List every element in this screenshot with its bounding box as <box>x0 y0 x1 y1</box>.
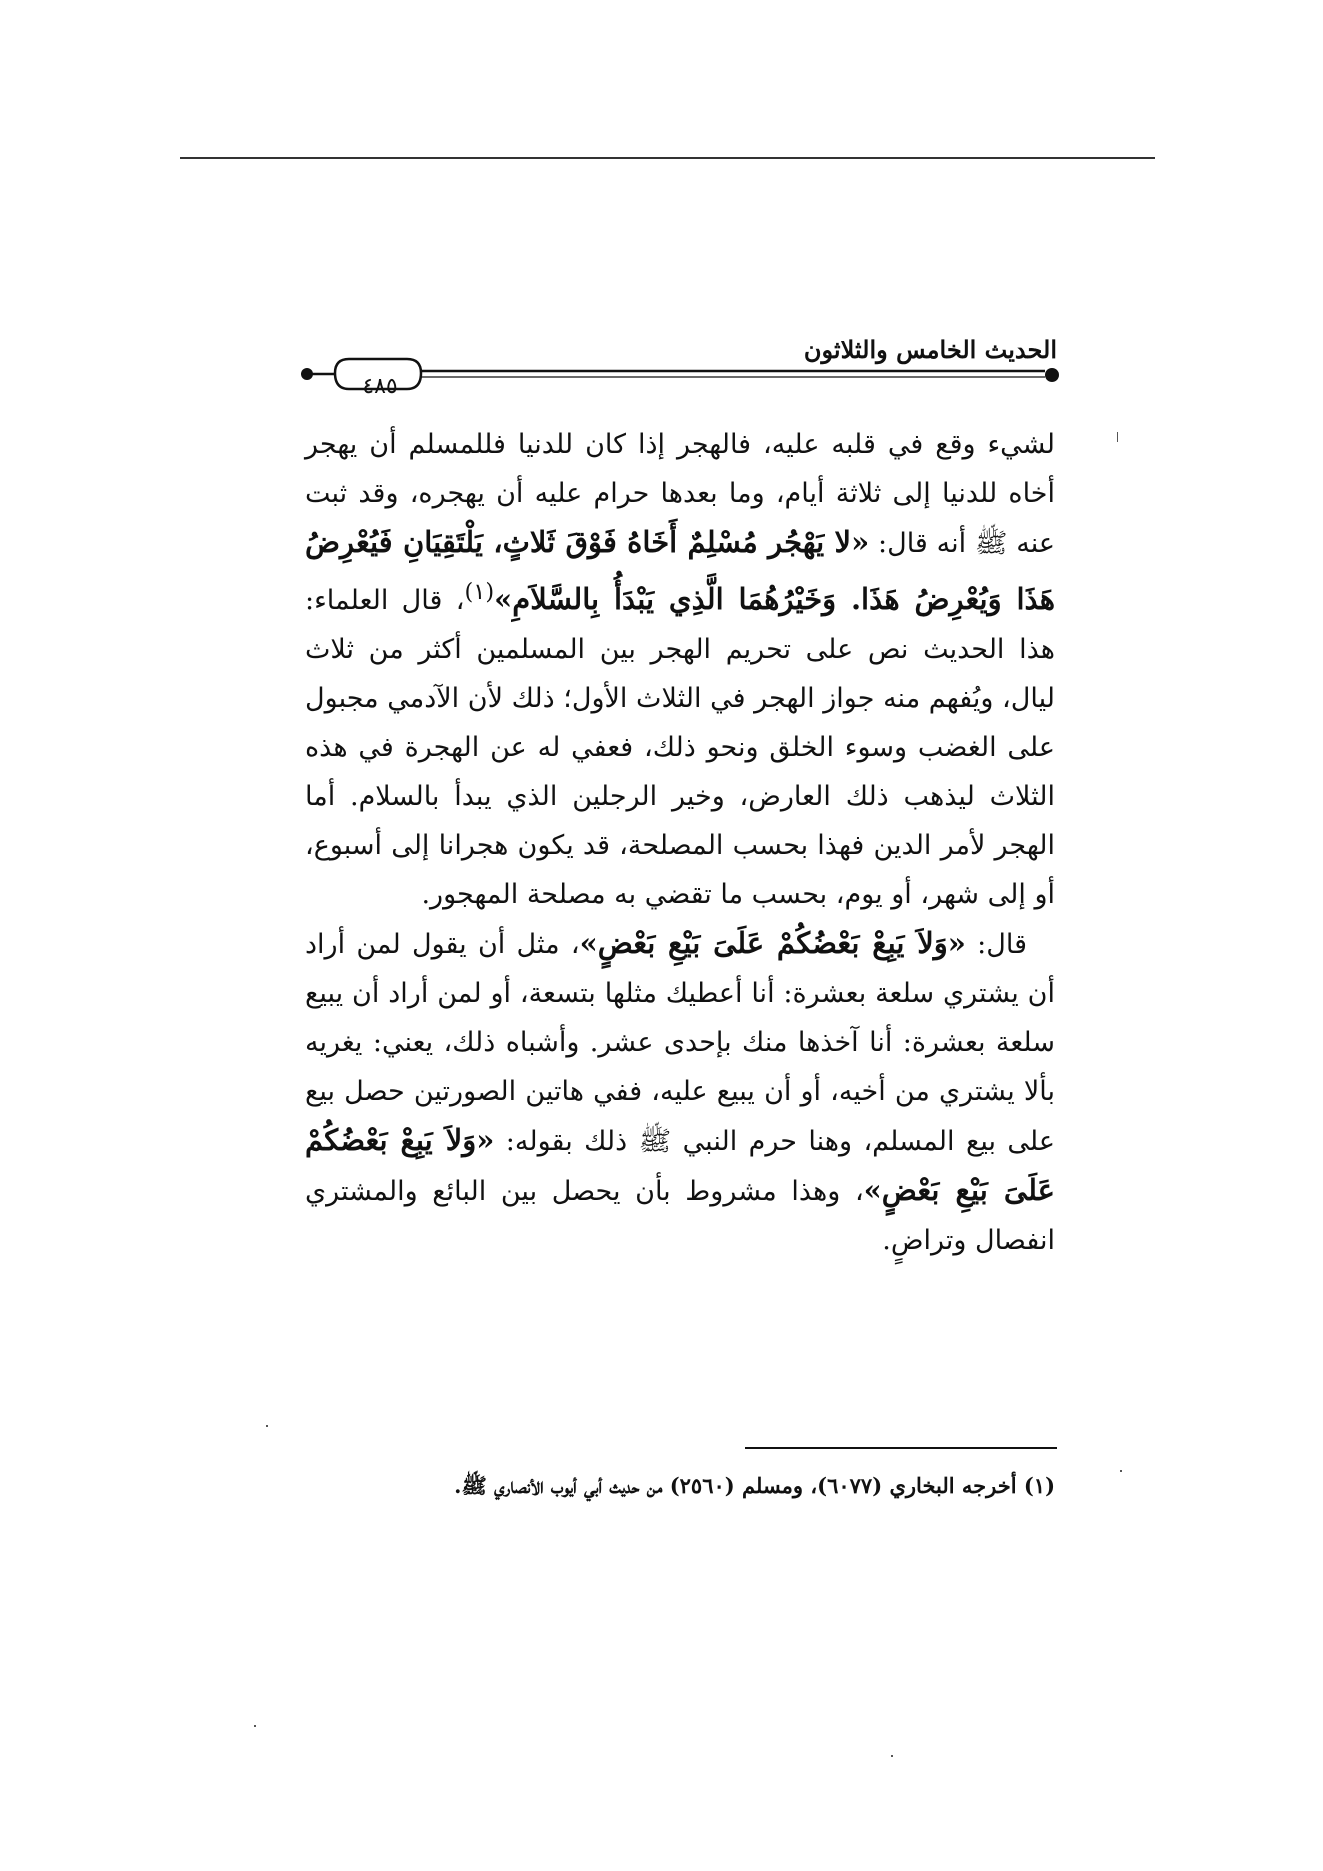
scan-speck <box>1120 1470 1122 1472</box>
hadith-quote-2: «وَلاَ يَبِعْ بَعْضُكُمْ عَلَىَ بَيْعِ بَعْضٍ» <box>579 926 966 960</box>
scan-top-rule <box>180 157 1155 159</box>
ornament-left-cap <box>301 368 313 380</box>
scan-speck <box>266 1425 268 1427</box>
paragraph-2-part-a: قال: <box>965 929 1027 960</box>
paragraph-1-part-a: لشيء وقع في قلبه عليه، فالهجر إذا كان للدنيا فللمسلم أن يهجر أخاه للدنيا إلى ثلاثة أيام، وما بعدها حرام عليه أن يهجره، وقد ثبت عنه ﷺ أنه قال: <box>305 429 1055 559</box>
paragraph-1 <box>305 420 1055 919</box>
scan-speck <box>254 1725 256 1727</box>
paragraph-2 <box>305 919 1055 1265</box>
scan-speck <box>1117 432 1118 442</box>
body-text <box>305 420 1055 1265</box>
paragraph-1-part-b: ، قال العلماء: هذا الحديث نص على تحريم الهجر بين المسلمين أكثر من ثلاث ليال، ويُفهم منه جواز الهجر في الثلاث الأول؛ ذلك لأن الآدمي مجبول على الغضب وسوء الخلق ونحو ذلك، فعفي له عن الهجرة في هذه الثلاث ليذهب ذلك العارض، وخير الرجلين الذي يبدأ بالسلام. أما الهجر لأمر الدين فهذا بحسب المصلحة، قد يكون هجرانا إلى أسبوع، أو إلى شهر، أو يوم، بحسب ما تقضي به مصلحة المهجور. <box>305 585 1055 910</box>
chapter-title: الحديث الخامس والثلاثون <box>803 335 1057 364</box>
hadith-quote-1: «لا يَهْجُر مُسْلِمٌ أَخَاهُ فَوْقَ ثَلاثٍ، يَلْتَقِيَانِ فَيُعْرِضُ هَذَا وَيُعْرِضُ هَذَا. وَخَيْرُهُمَا الَّذِي يَبْدَأُ بِالسَّلاَمِ» <box>305 525 1056 616</box>
running-header <box>295 325 1065 399</box>
footnote: (١) أخرجه البخاري (٦٠٧٧)، ومسلم (٢٥٦٠) من حديث أبي أيوب الأنصاري ﷺ. <box>454 1473 1055 1498</box>
paragraph-2-part-b: ، مثل أن يقول لمن أراد أن يشتري سلعة بعشرة: أنا أعطيك مثلها بتسعة، أو لمن أراد أن يبيع سلعة بعشرة: أنا آخذها منك بإحدى عشر. وأشباه ذلك، يعني: يغريه بألا يشتري من أخيه، أو أن يبيع عليه، ففي هاتين الصورتين حصل بيع على بيع المسلم، وهنا حرم النبي ﷺ ذلك بقوله: <box>305 929 1055 1157</box>
footnote-reference: (١) <box>464 579 495 605</box>
footnote-separator <box>745 1447 1057 1449</box>
scan-speck <box>891 1755 893 1757</box>
hadith-quote-3: «وَلاَ يَبِعْ بَعْضُكُمْ عَلَىَ بَيْعِ بَعْضٍ» <box>305 1123 1055 1207</box>
page-number: ٤٨٥ <box>362 374 398 399</box>
paragraph-2-part-c: ، وهذا مشروط بأن يحصل بين البائع والمشتري انفصال وتراضٍ. <box>305 1176 1055 1256</box>
ornament-right-cap <box>1045 368 1059 382</box>
